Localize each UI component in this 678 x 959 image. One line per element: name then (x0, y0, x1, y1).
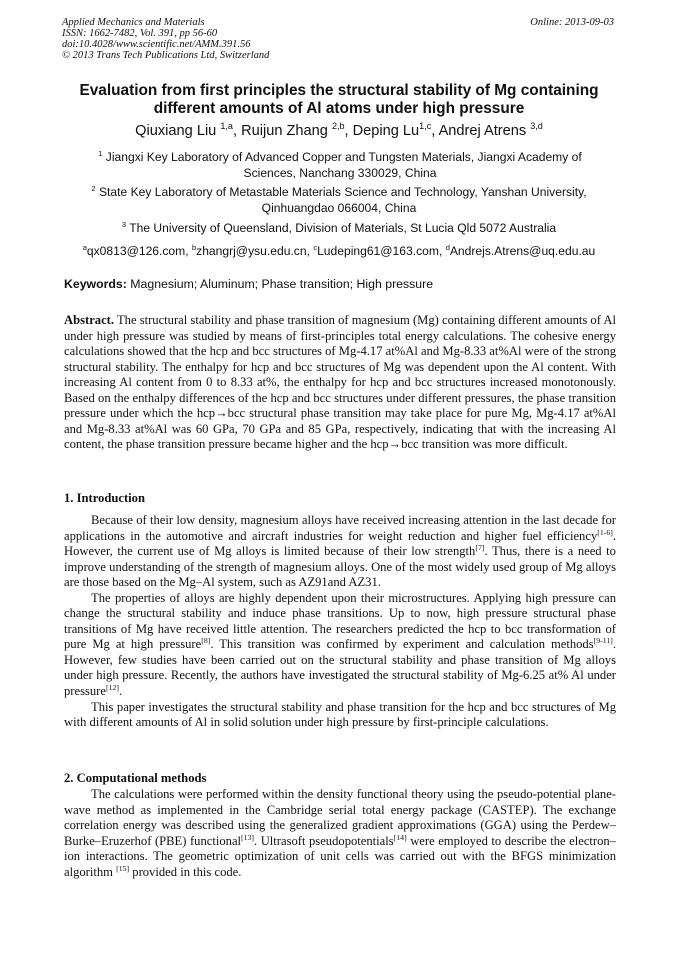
paragraph-text: Because of their low density, magnesium alloys have received increasing attention in the last decade for applications in the automotive and aircraft industries for weight reduction and higher fuel efficiency (64, 513, 616, 543)
citation: [7] (475, 542, 485, 552)
paragraph (64, 700, 616, 731)
affiliation-mark: 3 (121, 219, 127, 229)
keywords (64, 277, 433, 291)
paragraph-text: provided in this code. (129, 864, 242, 879)
abstract-text: The structural stability and phase transition of magnesium (Mg) containing different amounts of Al under high pressure was studied by means of first-principles total energy calculations. The cohesive energy calculations showed that the hcp and bcc structures of Mg-4.17 at%Al and Mg-8.33 at%Al were of the strong structural stability. The enthalpy for hcp and bcc structures of Mg was dependent upon the Al content. With increasing Al content from 0 to 8.33 at%, the enthalpy for hcp and bcc structures increased monotonously. Based on the enthalpy differences of the hcp and bcc structures under different pressures, the phase transition pressure under which the hcp→bcc structural phase transition may take place for pure Mg, Mg-4.17 at%Al and Mg-8.33 at%Al was 60 GPa, 70 GPa and 85 GPa, respectively, indicating that with the increasing Al content, the phase transition pressure became higher and the hcp→bcc transition was more difficult. (64, 313, 616, 452)
affiliation-text: State Key Laboratory of Metastable Materials Science and Technology, Yanshan University, Qinhuangdao 066004, China (98, 185, 587, 215)
author-affiliation-mark: 2,b (331, 121, 345, 132)
email-mark: c (313, 242, 318, 252)
paragraph-text: This paper investigates the structural stability and phase transition for the hcp and bcc structures of Mg with different amounts of Al in solid solution under high pressure by first-principle calculations. (64, 699, 616, 730)
author-name: Ruijun Zhang (241, 123, 328, 139)
journal-name: Applied Mechanics and Materials (62, 17, 205, 28)
paragraph-text: . Ultrasoft pseudopotentials (254, 833, 394, 848)
citation: [13] (241, 832, 255, 842)
section-body (64, 787, 616, 880)
keywords-label: Keywords: (64, 277, 127, 291)
section-body (64, 513, 616, 731)
paragraph-text: The properties of alloys are highly dependent upon their microstructures. Applying high pressure can change the structural stability and induce phase transitions. Up to now, high pressure structural phase transitions of Mg have received little attention. The researchers predicted the hcp to bcc transformation of pure Mg at high pressure (64, 590, 616, 652)
email-address: Ludeping61@163.com (317, 244, 439, 258)
citation: [9-11] (593, 636, 613, 646)
author-affiliation-mark: 1,a (220, 121, 233, 132)
abstract-label: Abstract. (64, 313, 115, 327)
affiliation-3 (62, 220, 616, 236)
affiliation-2 (76, 184, 602, 216)
abstract (64, 313, 616, 453)
email-address: qx0813@126.com (86, 244, 186, 258)
online-date: Online: 2013-09-03 (530, 17, 614, 28)
email-address: zhangrj@ysu.edu.cn (196, 244, 307, 258)
paragraph (64, 591, 616, 700)
paper-title: Evaluation from first principles the structural stability of Mg containing different amounts of Al atoms under high pressure (79, 82, 599, 117)
affiliation-text: Jiangxi Key Laboratory of Advanced Copper and Tungsten Materials, Jiangxi Academy of Sciences, Nanchang 330029, China (105, 150, 582, 180)
author-affiliation-mark: 1,c (419, 121, 432, 132)
article-doi: doi:10.4028/www.scientific.net/AMM.391.56 (62, 39, 251, 50)
paragraph (64, 787, 616, 880)
email-mark: b (191, 242, 197, 252)
author-affiliation-mark: 3,d (530, 121, 543, 132)
author-name: Qiuxiang Liu (135, 123, 217, 139)
email-list: $^a$qx0813@126.com, $^b$zhangrj@ysu.edu.cn, $^c$Ludeping61@163.com, $^d$Andrejs.Atrens@uq.edu.au (82, 242, 596, 258)
keywords-text: Magnesium; Aluminum; Phase transition; High pressure (130, 277, 434, 291)
author-name: Andrej Atrens (438, 123, 527, 139)
affiliation-text: The University of Queensland, Division of Materials, St Lucia Qld 5072 Australia (129, 221, 557, 235)
email-mark: a (82, 242, 87, 252)
citation: [15] (116, 863, 130, 873)
paragraph-text: were employed to describe the electron–ion interactions. The geometric optimization of unit cells was carried out with the BFGS minimization algorithm (64, 833, 616, 879)
email-address: Andrejs.Atrens@uq.edu.au (449, 244, 596, 258)
paragraph (64, 513, 616, 591)
affiliation-1 (80, 149, 600, 181)
paragraph-text: . Thus, there is a need to improve understanding of the strength of magnesium alloys. One of the most widely used group of Mg alloys are those based on the Mg–Al system, such as AZ91and AZ31. (64, 544, 616, 590)
journal-issn: ISSN: 1662-7482, Vol. 391, pp 56-60 (62, 28, 218, 39)
author-list: Qiuxiang Liu $^{1,a}$, Ruijun Zhang $^{2,b}$, Deping Lu$^{1,c}$, Andrej Atrens $^{3,d}$ (135, 121, 543, 139)
citation: [8] (201, 636, 211, 646)
paragraph-text: The calculations were performed within the density functional theory using the pseudo-potential plane-wave method as implemented in the Cambridge serial total energy package (CASTEP). The exchange correlation energy was described using the generalized gradient approximations (GGA) using the Perdew–Burke–Eruzerhof (PBE) functional (64, 787, 616, 848)
citation: [1-6] (597, 527, 613, 537)
section-heading: 2. Computational methods (64, 771, 207, 785)
section-heading: 1. Introduction (64, 491, 145, 505)
paragraph-text: . However, the current use of Mg alloys is limited because of their low strength (64, 528, 616, 559)
affiliation-mark: 2 (91, 183, 96, 193)
email-mark: d (445, 242, 450, 252)
citation: [14] (393, 832, 407, 842)
paragraph-text: . However, few studies have been carried out on the structural stability and phase transition of Mg alloys under high pressure. Recently, the authors have investigated the structural stability of Mg-6.25 at% Al under pressure (64, 637, 616, 699)
paragraph-text: . This transition was confirmed by experiment and calculation methods (210, 637, 594, 652)
citation: [12] (105, 682, 119, 692)
paragraph-text: . (118, 684, 123, 699)
author-name: Deping Lu (352, 123, 420, 139)
affiliation-mark: 1 (98, 148, 103, 158)
copyright-notice: © 2013 Trans Tech Publications Ltd, Switzerland (62, 50, 270, 61)
